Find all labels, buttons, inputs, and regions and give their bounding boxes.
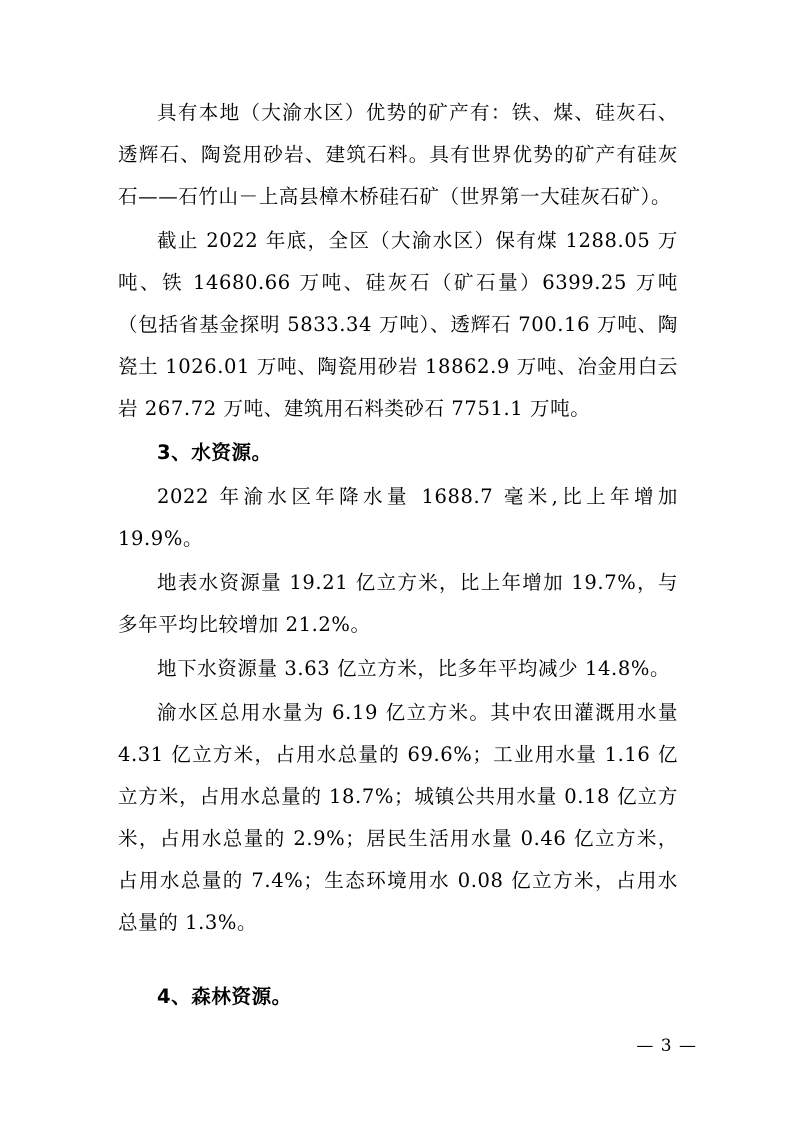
paragraph-precipitation: 2022 年渝水区年降水量 1688.7 毫米,比上年增加 19.9%。 [118, 485, 678, 550]
paragraph-mineral-advantage: 具有本地（大渝水区）优势的矿产有：铁、煤、硅灰石、透辉石、陶瓷用砂岩、建筑石料。具有世界优势的矿产有硅灰石——石竹山－上高县樟木桥硅石矿（世界第一大硅灰石矿）。 [118, 101, 678, 208]
paragraph-surface-water: 地表水资源量 19.21 亿立方米，比上年增加 19.7%，与多年平均比较增加 21.2%。 [118, 571, 678, 636]
document-body [118, 92, 678, 1020]
paragraph-total-water-use: 渝水区总用水量为 6.19 亿立方米。其中农田灌溉用水量 4.31 亿立方米，占用水总量的 69.6%；工业用水量 1.16 亿立方米，占用水总量的 18.7%；城镇公共用水量 0.18 亿立方米，占用水总量的 2.9%；居民生活用水量 0.46 亿立方米，占用水总量的 7.4%；生态环境用水 0.08 亿立方米，占用水总量的 1.3%。 [118, 701, 678, 934]
paragraph-mineral-reserves: 截止 2022 年底，全区（大渝水区）保有煤 1288.05 万吨、铁 14680.66 万吨、硅灰石（矿石量）6399.25 万吨（包括省基金探明 5833.34 万吨）、透辉石 700.16 万吨、陶瓷土 1026.01 万吨、陶瓷用砂岩 18862.9 万吨、冶金用白云岩 267.72 万吨、建筑用石料类砂石 7751.1 万吨。 [118, 229, 678, 420]
paragraph-ground-water: 地下水资源量 3.63 亿立方米，比多年平均减少 14.8%。 [157, 657, 671, 680]
page-number: — 3 — [636, 1036, 697, 1056]
heading-water-resources: 3、水资源。 [157, 441, 272, 464]
section-spacer [118, 946, 678, 976]
heading-forest-resources: 4、森林资源。 [157, 985, 292, 1008]
